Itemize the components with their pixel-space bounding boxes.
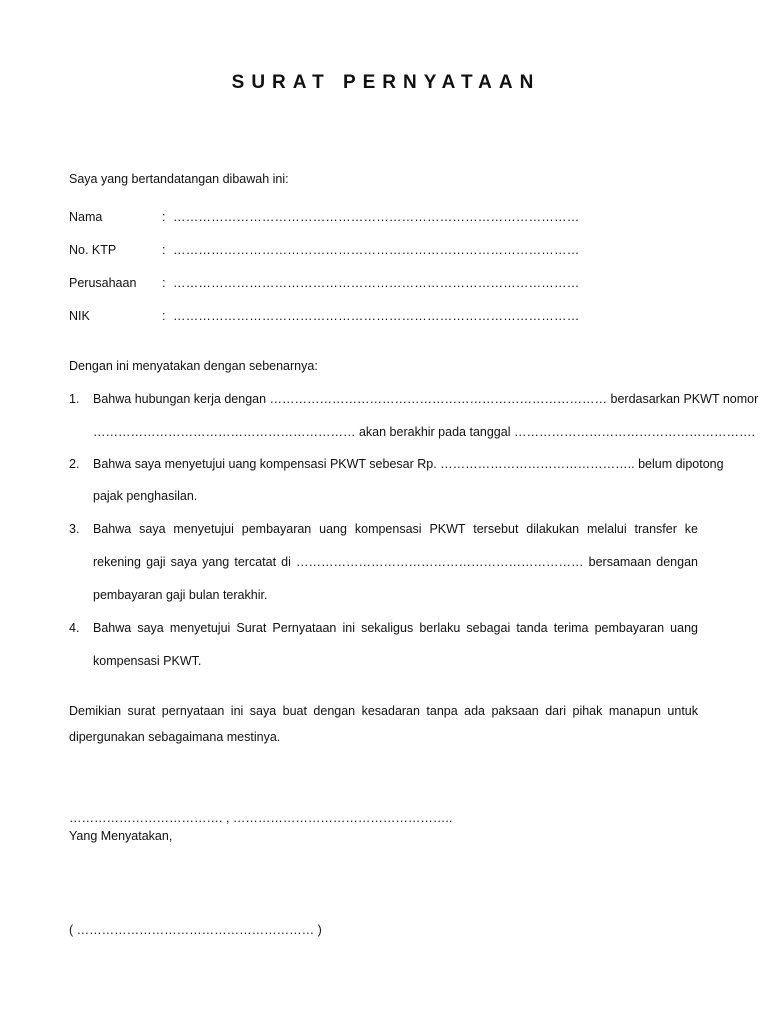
field-value-perusahaan: …………………………………………………………………………………… (173, 276, 580, 290)
field-colon: : (162, 243, 166, 257)
place-date-line: ………………………………. , …………………………………………….. (69, 811, 453, 825)
field-colon: : (162, 276, 166, 290)
item-4-line-2: kompensasi PKWT. (93, 654, 202, 668)
signer-label: Yang Menyatakan, (69, 829, 173, 843)
field-colon: : (162, 309, 166, 323)
item-number: 2. (69, 457, 80, 471)
field-colon: : (162, 210, 166, 224)
item-number: 3. (69, 522, 80, 536)
item-3-line-1: Bahwa saya menyetujui pembayaran uang kompensasi PKWT tersebut dilakukan melalui transfer ke (93, 522, 698, 536)
signature-line: ( ………………………………………………… ) (69, 923, 322, 937)
field-label-nama: Nama (69, 210, 103, 224)
intro-text: Saya yang bertandatangan dibawah ini: (69, 172, 289, 186)
item-1-line-1: Bahwa hubungan kerja dengan ……………………………………………………………………… berdasarkan PKWT nomor (93, 392, 759, 406)
item-2-line-1: Bahwa saya menyetujui uang kompensasi PKWT sebesar Rp. ……………………………………….. belum dipotong (93, 457, 724, 471)
item-3-line-3: pembayaran gaji bulan terakhir. (93, 588, 268, 602)
field-value-ktp: …………………………………………………………………………………… (173, 243, 580, 257)
closing-line-1: Demikian surat pernyataan ini saya buat dengan kesadaran tanpa ada paksaan dari pihak manapun untuk (69, 704, 698, 718)
item-number: 4. (69, 621, 80, 635)
closing-line-2: dipergunakan sebagaimana mestinya. (69, 730, 281, 744)
item-number: 1. (69, 392, 80, 406)
item-4-line-1: Bahwa saya menyetujui Surat Pernyataan ini sekaligus berlaku sebagai tanda terima pembayaran uang (93, 621, 698, 635)
field-label-nik: NIK (69, 309, 90, 323)
item-2-line-2: pajak penghasilan. (93, 489, 198, 503)
item-1-line-2: ……………………………………………………… akan berakhir pada tanggal …………………………………………………. (93, 425, 755, 439)
field-label-ktp: No. KTP (69, 243, 117, 257)
field-value-nik: …………………………………………………………………………………… (173, 309, 580, 323)
field-label-perusahaan: Perusahaan (69, 276, 137, 290)
field-value-nama: …………………………………………………………………………………… (173, 210, 580, 224)
document-title: SURAT PERNYATAAN (231, 72, 541, 93)
statement-intro: Dengan ini menyatakan dengan sebenarnya: (69, 359, 318, 373)
item-3-line-2: rekening gaji saya yang tercatat di …………………………………………………………… bersamaan dengan (93, 555, 698, 569)
